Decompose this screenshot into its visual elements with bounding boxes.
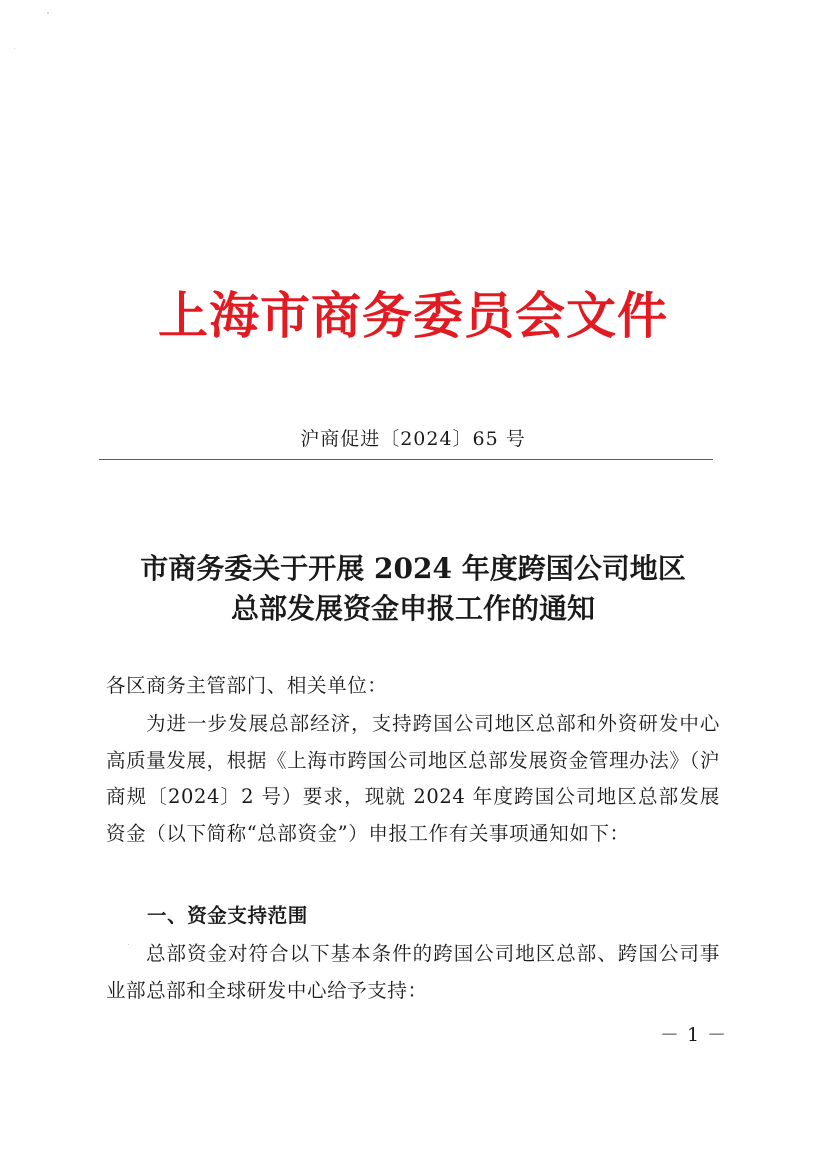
red-divider-line (99, 459, 713, 460)
masthead-title: 上海市商务委员会文件 (158, 286, 668, 345)
document-number: 沪商促进〔2024〕65 号 (300, 428, 526, 450)
notice-title-line-1: 市商务委关于开展 2024 年度跨国公司地区 (140, 552, 686, 585)
body-paragraph: 总部资金对符合以下基本条件的跨国公司地区总部、跨国公司事业部总部和全球研发中心给予支持： (106, 942, 720, 1002)
notice-title (0, 549, 826, 629)
salutation: 各区商务主管部门、相关单位： (106, 674, 388, 697)
page-number: － 1 － (660, 1024, 728, 1046)
body-paragraph: 为进一步发展总部经济，支持跨国公司地区总部和外资研发中心高质量发展，根据《上海市跨国公司地区总部发展资金管理办法》（沪商规〔2024〕2 号）要求，现就 2024 年度跨国公司地区总部发展资金（以下简称“总部资金”）申报工作有关事项通知如下： (106, 712, 720, 845)
scan-speck (47, 12, 49, 14)
scan-speck (14, 48, 15, 49)
notice-title-line-2: 总部发展资金申报工作的通知 (230, 592, 595, 625)
section-heading: 一、资金支持范围 (147, 904, 308, 927)
